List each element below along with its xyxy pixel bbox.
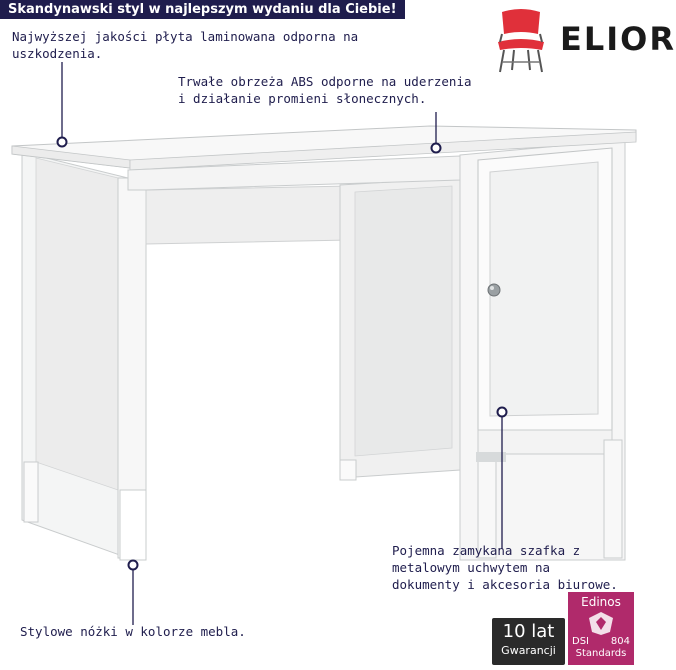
edinos-standards: Standards xyxy=(575,648,627,659)
brand-name: ELIOR xyxy=(560,20,676,58)
brand-logo xyxy=(488,8,676,78)
warranty-label: Gwarancji xyxy=(501,644,556,657)
cabinet-handle-icon xyxy=(488,284,500,296)
callout-abs-edges-line1: Trwałe obrzeża ABS odporne na uderzenia xyxy=(178,74,472,89)
desk-left-panel xyxy=(22,152,146,560)
edinos-title: Edinos xyxy=(581,595,621,609)
chair-icon xyxy=(488,8,554,74)
warranty-badge xyxy=(492,618,565,665)
callout-legs xyxy=(20,623,246,640)
desk-mid-panel xyxy=(340,178,460,480)
warranty-years: 10 lat xyxy=(502,621,555,642)
edinos-code: 804 xyxy=(610,636,630,647)
callout-laminate xyxy=(12,28,358,62)
quality-seal-icon xyxy=(586,610,616,636)
callout-cabinet-line2: metalowym uchwytem na xyxy=(392,560,551,575)
desk-cabinet xyxy=(460,140,625,560)
edinos-dsi: DSI xyxy=(572,636,589,647)
desk-back-panel xyxy=(146,186,350,244)
callout-cabinet-line1: Pojemna zamykana szafka z xyxy=(392,543,581,558)
callout-legs-line1: Stylowe nóżki w kolorze mebla. xyxy=(20,624,246,639)
edinos-badge xyxy=(568,592,634,665)
callout-laminate-line2: uszkodzenia. xyxy=(12,46,103,61)
callout-cabinet-line3: dokumenty i akcesoria biurowe. xyxy=(392,577,618,592)
callout-abs-edges xyxy=(178,73,472,107)
top-banner: Skandynawski styl w najlepszym wydaniu dla Ciebie! xyxy=(0,0,405,19)
callout-abs-edges-line2: i działanie promieni słonecznych. xyxy=(178,91,427,106)
callout-laminate-line1: Najwyższej jakości płyta laminowana odporna na xyxy=(12,29,359,44)
callout-cabinet xyxy=(392,542,618,593)
